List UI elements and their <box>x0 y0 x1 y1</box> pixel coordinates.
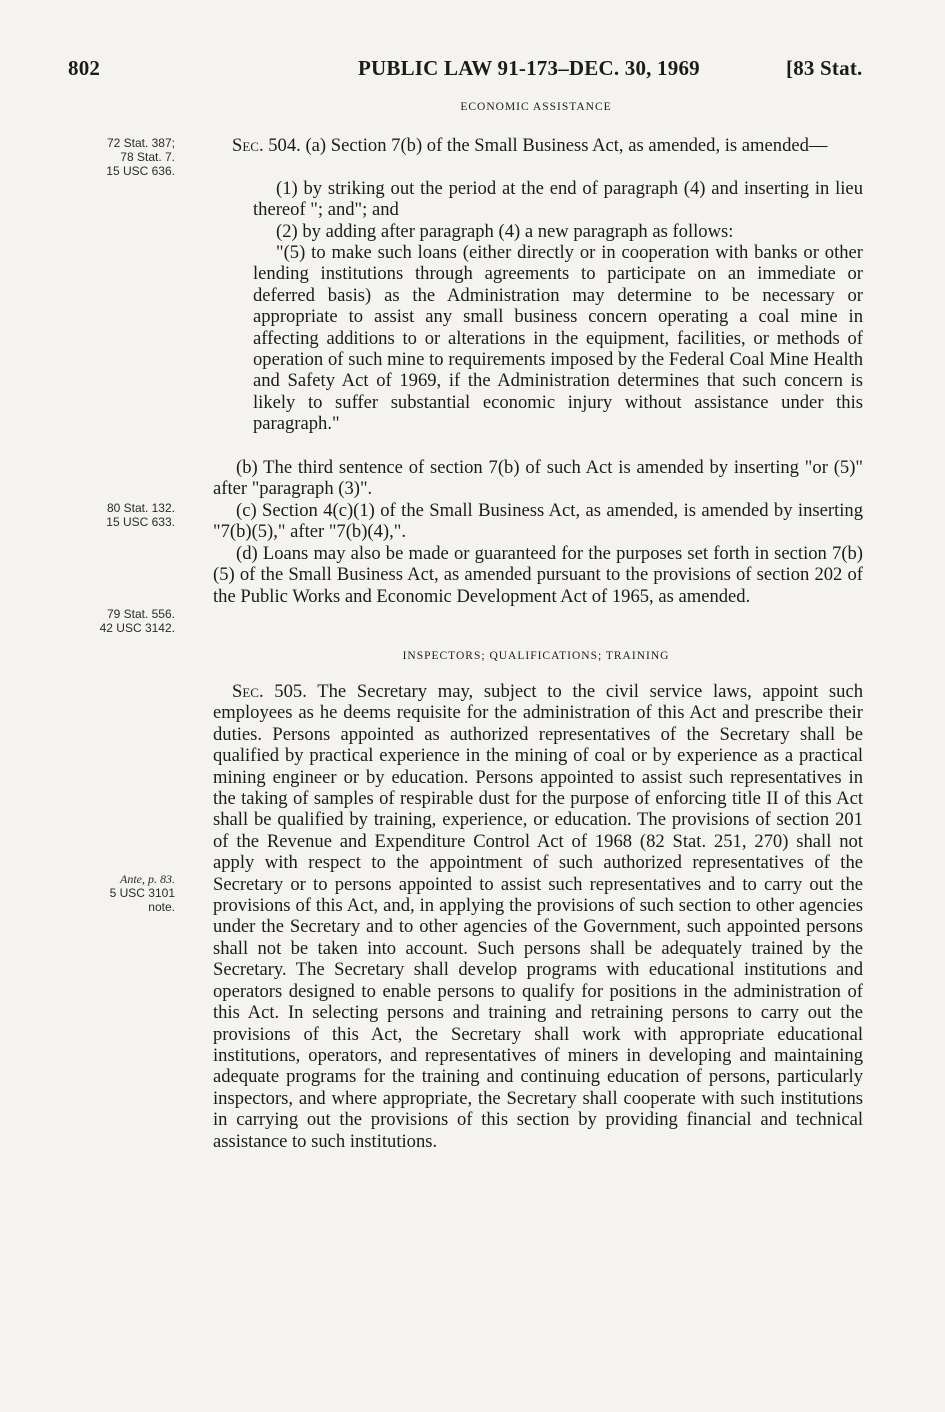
margin-note-line: 42 USC 3142. <box>99 621 175 635</box>
margin-note-line: Ante, p. 83. <box>120 872 175 886</box>
paragraph-504d: (d) Loans may also be made or guaranteed for the purposes set forth in section 7(b)(5) of the Small Business Act, as amended pursuant to the provisions of section 202 of the Public Works and Economic Development Act of 1965, as amended. <box>213 543 863 607</box>
margin-note-line: 78 Stat. 7. <box>120 150 175 164</box>
paragraph-text: (a) Section 7(b) of the Small Business Act, as amended, is amended— <box>305 135 828 156</box>
margin-note-line: 15 USC 636. <box>106 164 175 178</box>
paragraph-504a <box>213 135 863 156</box>
margin-note-line: 79 Stat. 556. <box>106 607 175 621</box>
section-heading-inspectors: INSPECTORS; QUALIFICATIONS; TRAINING <box>402 650 670 662</box>
paragraph-504a2: (2) by adding after paragraph (4) a new paragraph as follows: <box>276 221 734 242</box>
paragraph-504a1: (1) by striking out the period at the end of paragraph (4) and inserting in lieu thereof "; and"; and <box>253 178 863 221</box>
paragraph-text: The Secretary may, subject to the civil service laws, appoint such employees as he deems requisite for the administration of this Act and prescribe their duties. Persons appointed as authorized representatives of the Secretary shall be qualified by practical experience in the mining of coal or by experience as a practical mining engineer or by education. Persons appointed to assist such representatives in the taking of samples of respirable dust for the purpose of enforcing title II of this Act shall be qualified by training, experience, or education. The provisions of section 201 of the Revenue and Expenditure Control Act of 1968 (82 Stat. 251, 270) shall not apply with respect to the appointment of such authorized representatives of the Secretary or to persons appointed to assist such representatives and to carry out the provisions of this Act, and, in applying the provisions of such section to other agencies under the Secretary and to other agencies of the Government, such appointed persons shall not be taken into account. Such persons shall be adequately trained by the Secretary. The Secretary shall develop programs with educational institutions and operators designed to enable persons to qualify for positions in the administration of this Act. In selecting persons and training and retraining persons to carry out the provisions of this Act, the Secretary shall work with appropriate educational institutions, operators, and representatives of miners in developing and maintaining adequate programs for the training and continuing education of persons, particularly inspectors, and where appropriate, the Secretary shall cooperate with such institutions in carrying out the provisions of this section by providing financial and technical assistance to such institutions. <box>213 681 864 1152</box>
margin-note-504d <box>50 607 175 635</box>
margin-note-505 <box>50 872 175 914</box>
margin-note-line: 72 Stat. 387; <box>106 136 175 150</box>
volume-reference: [83 Stat. <box>786 56 863 80</box>
margin-note-line: 15 USC 633. <box>106 515 175 529</box>
paragraph-505 <box>213 681 863 1152</box>
margin-note-line: note. <box>148 900 175 914</box>
page-title: PUBLIC LAW 91-173–DEC. 30, 1969 <box>358 56 700 80</box>
margin-note-line: 5 USC 3101 <box>109 886 175 900</box>
section-label-504: Sec. 504. <box>232 135 301 156</box>
section-label-505: Sec. 505. <box>232 681 307 702</box>
paragraph-504b: (b) The third sentence of section 7(b) of such Act is amended by inserting "or (5)" after "paragraph (3)". <box>213 457 863 500</box>
paragraph-504c: (c) Section 4(c)(1) of the Small Business Act, as amended, is amended by inserting "7(b)(5)," after "7(b)(4),". <box>213 500 863 543</box>
page-number: 802 <box>68 56 101 80</box>
margin-note-504c <box>50 501 175 529</box>
section-heading-economic-assistance: ECONOMIC ASSISTANCE <box>460 101 612 113</box>
paragraph-504a-new-5: "(5) to make such loans (either directly or in cooperation with banks or other lending institutions through agreements to participate on an immediate or deferred basis) as the Administration may determine to be necessary or appropriate to assist any small business concern operating a coal mine in affecting additions to or alterations in the equipment, facilities, or methods of operation of such mine to requirements imposed by the Federal Coal Mine Health and Safety Act of 1969, if the Administration determines that such concern is likely to suffer substantial economic injury without assistance under this paragraph." <box>253 242 863 435</box>
margin-note-sec504 <box>50 136 175 178</box>
margin-note-line: 80 Stat. 132. <box>106 501 175 515</box>
